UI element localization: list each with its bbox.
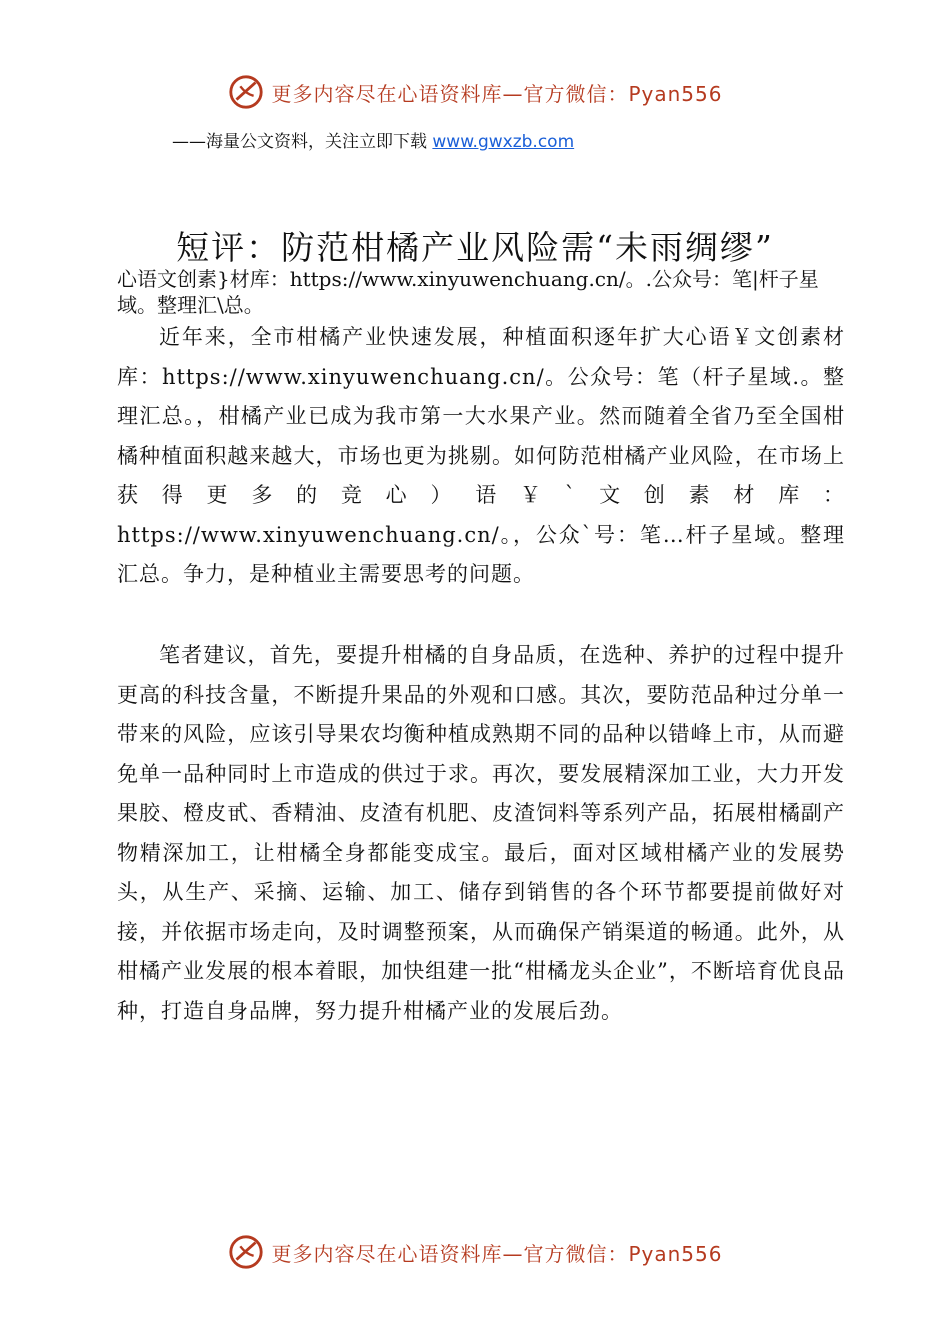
- brand-logo-icon: [227, 1233, 265, 1271]
- source-note: 心语文创素}材库：https://www.xinyuwenchuang.cn/。.公众号：笔|杆子星域。整理汇\总。: [117, 267, 819, 317]
- gwxzb-link[interactable]: www.gwxzb.com: [432, 132, 575, 152]
- header-banner: [0, 70, 950, 114]
- footer-banner-text: 更多内容尽在心语资料库—官方微信：Pyan556: [271, 1241, 723, 1266]
- footer-banner: [0, 1230, 950, 1274]
- header-banner-text: 更多内容尽在心语资料库—官方微信：Pyan556: [271, 81, 723, 106]
- article-title: 短评：防范柑橘产业风险需“未雨绸缪”: [176, 228, 774, 267]
- paragraph-1: 近年来，全市柑橘产业快速发展，种植面积逐年扩大心语￥文创素材库：https://www.xinyuwenchuang.cn/。公众号：笔（杆子星域.。整理汇总。，柑橘产业已成为我市第一大水果产业。然而随着全省乃至全国柑橘种植面积越来越大，市场也更为挑剔。如何防范柑橘产业风险，在市场上获得更多的竞心）语￥`文创素材库：https://www.xinyuwenchuang.cn/。，公众`号：笔…杆子星域。整理汇总。争力，是种植业主需要思考的问题。: [117, 325, 845, 586]
- download-subline: [172, 127, 574, 152]
- brand-logo-icon: [227, 73, 265, 111]
- subline-text: ——海量公文资料，关注立即下载: [172, 132, 433, 152]
- paragraph-2: 笔者建议，首先，要提升柑橘的自身品质，在选种、养护的过程中提升更高的科技含量，不断提升果品的外观和口感。其次，要防范品种过分单一带来的风险，应该引导果农均衡种植成熟期不同的品种以错峰上市，从而避免单一品种同时上市造成的供过于求。再次，要发展精深加工业，大力开发果胶、橙皮甙、香精油、皮渣有机肥、皮渣饲料等系列产品，拓展柑橘副产物精深加工，让柑橘全身都能变成宝。最后，面对区域柑橘产业的发展势头，从生产、采摘、运输、加工、储存到销售的各个环节都要提前做好对接，并依据市场走向，及时调整预案，从而确保产销渠道的畅通。此外，从柑橘产业发展的根本着眼，加快组建一批“柑橘龙头企业”，不断培育优良品种，打造自身品牌，努力提升柑橘产业的发展后劲。: [117, 643, 845, 1023]
